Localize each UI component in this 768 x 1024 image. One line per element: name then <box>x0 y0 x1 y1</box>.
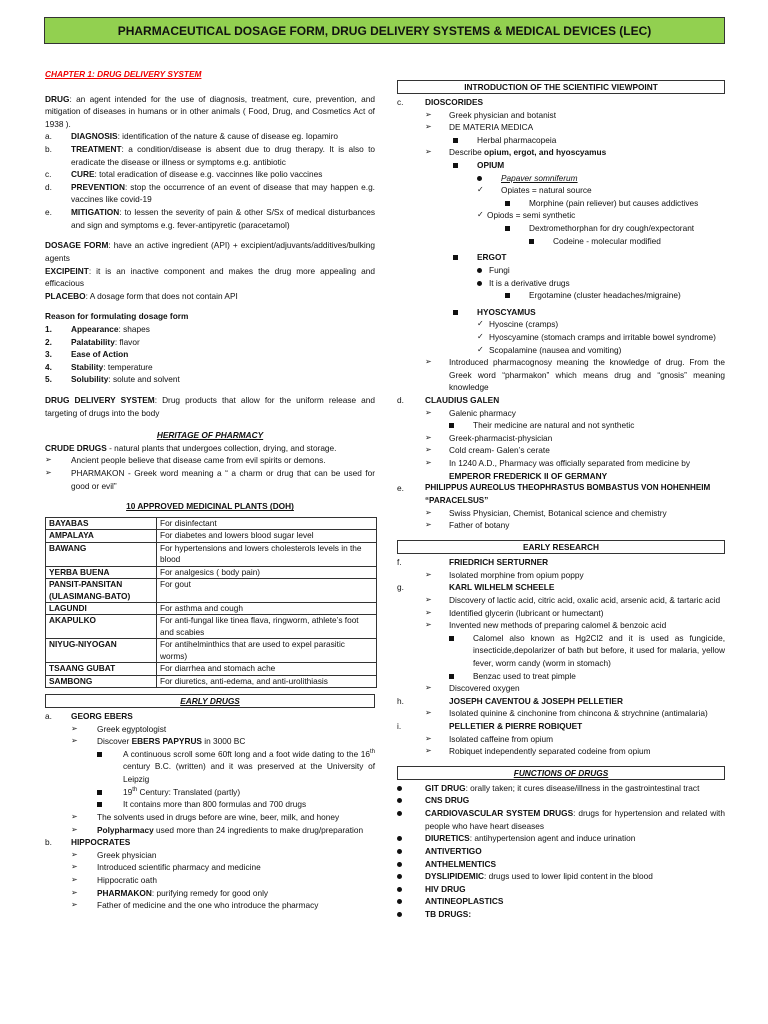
checkmark-icon: ✓ <box>477 331 484 341</box>
plant-use-cell: For diuretics, anti-edema, and anti-urolithiasis <box>157 675 377 687</box>
paracelsus-heading: e. PHILIPPUS AUREOLUS THEOPHRASTUS BOMBASTUS VON HOHENHEIM “PARACELSUS” <box>397 483 711 505</box>
plant-use-cell: For diarrhea and stomach ache <box>157 663 377 675</box>
scheele-heading: g. KARL WILHELM SCHEELE <box>397 582 555 593</box>
early-research-heading: EARLY RESEARCH <box>397 540 725 554</box>
medicinal-plants-table <box>45 517 377 688</box>
list-item: DYSLIPIDEMIC: drugs used to lower lipid content in the blood <box>397 870 725 883</box>
list-item: ➢ Describe opium, ergot, and hyoscyamus <box>425 147 607 158</box>
right-column <box>397 80 725 921</box>
reason-heading: Reason for formulating dosage form <box>45 311 189 322</box>
list-item: TB DRUGS: <box>397 908 725 921</box>
list-item: ✓ Scopalamine (nausea and vomiting) <box>477 344 622 355</box>
list-item: ➢ Isolated caffeine from opium <box>425 733 554 744</box>
plant-name-cell: TSAANG GUBAT <box>46 663 157 675</box>
list-item: Codeine - molecular modified <box>397 235 725 248</box>
heritage-heading: HERITAGE OF PHARMACY <box>156 430 264 441</box>
plant-use-cell: For hypertensions and lowers cholesterols levels in the blood <box>157 542 377 566</box>
functions-list <box>397 782 725 921</box>
square-bullet-icon <box>97 752 102 757</box>
plant-name-cell: BAWANG <box>46 542 157 566</box>
drug-definition: DRUG: an agent intended for the use of diagnosis, treatment, cure, prevention, and mitigation of diseases in humans or in other animals ( Food, Drug, and Cosmetics Act of 1938 ). <box>45 93 375 129</box>
list-item: 3. Ease of Action <box>45 349 129 360</box>
plant-use-cell: For analgesics ( body pain) <box>157 566 377 578</box>
list-item: Herbal pharmacopeia <box>397 134 725 147</box>
round-bullet-icon <box>397 798 402 803</box>
table-row <box>46 579 377 603</box>
list-item: ➢ Galenic pharmacy <box>425 407 516 418</box>
list-item: ➢ Greek egyptologist <box>71 723 167 734</box>
square-bullet-icon <box>453 138 458 143</box>
list-item: It is a derivative drugs <box>397 277 725 290</box>
document-title-banner: PHARMACEUTICAL DOSAGE FORM, DRUG DELIVERY SYSTEMS & MEDICAL DEVICES (LEC) <box>44 17 725 44</box>
dioscorides-heading: c. DIOSCORIDES <box>397 97 484 107</box>
list-item: Morphine (pain reliever) but causes addictives <box>397 197 725 210</box>
list-item: ➢ The solvents used in drugs before are wine, beer, milk, and honey <box>71 811 340 822</box>
checkmark-icon: ✓ <box>477 319 484 329</box>
checkmark-icon: ✓ <box>477 210 484 220</box>
list-item: ➢ Robiquet independently separated codeine from opium <box>425 746 651 757</box>
round-bullet-icon <box>397 887 402 892</box>
list-item: ➢ PHARMAKON - Greek word meaning a “ a charm or drug that can be used for good or evil” <box>45 468 375 491</box>
square-bullet-icon <box>505 293 510 298</box>
list-item: ➢ Cold cream- Galen’s cerate <box>425 445 550 456</box>
crude-drugs-definition: CRUDE DRUGS - natural plants that undergoes collection, drying, and storage. <box>45 442 337 453</box>
round-bullet-icon <box>397 874 402 879</box>
plant-name-cell: NIYUG-NIYOGAN <box>46 639 157 663</box>
list-item: ➢ Introduced pharmacognosy meaning the knowledge of drug. From the Greek word “pharmakon” which means drug and “gnosis” meaning knowledge <box>425 357 725 393</box>
square-bullet-icon <box>453 310 458 315</box>
list-item: GIT DRUG: orally taken; it cures disease/illness in the gastrointestinal tract <box>397 782 725 795</box>
early-drugs-heading: EARLY DRUGS <box>45 694 375 708</box>
square-bullet-icon <box>449 674 454 679</box>
list-item: Papaver somniferum <box>397 172 725 185</box>
hippocrates-heading: b. HIPPOCRATES <box>45 837 131 848</box>
table-row <box>46 639 377 663</box>
plant-name-cell: AMPALAYA <box>46 530 157 542</box>
round-bullet-icon <box>397 786 402 791</box>
square-bullet-icon <box>505 201 510 206</box>
table-row <box>46 615 377 639</box>
left-column <box>45 68 375 912</box>
list-item: Fungi <box>397 264 725 277</box>
list-item: ✓ Hyoscyamine (stomach cramps and irritable bowel syndrome) <box>477 331 716 342</box>
list-item: ➢ Isolated morphine from opium poppy <box>425 569 584 580</box>
list-item: HIV DRUG <box>397 883 725 896</box>
square-bullet-icon <box>529 239 534 244</box>
list-item: ➢ Hippocratic oath <box>71 874 157 885</box>
list-item: Ergotamine (cluster headaches/migraine) <box>397 289 725 302</box>
list-item: b. TREATMENT: a condition/disease is absent due to drug therapy. It is also to eradicate the disease or illness or symptoms e.g. antibiotic <box>45 144 375 167</box>
plant-name-cell: YERBA BUENA <box>46 566 157 578</box>
dosage-form-definition: DOSAGE FORM: have an active ingredient (API) + excipient/adjuvants/additives/bulking agents <box>45 240 375 263</box>
list-item: ANTINEOPLASTICS <box>397 895 725 908</box>
list-item: ➢ Greek-pharmacist-physician <box>425 432 553 443</box>
table-row <box>46 517 377 529</box>
square-bullet-icon <box>453 163 458 168</box>
round-bullet-icon <box>477 281 482 286</box>
list-item: Dextromethorphan for dry cough/expectorant <box>397 222 725 235</box>
round-bullet-icon <box>477 176 482 181</box>
checkmark-icon: ✓ <box>477 344 484 354</box>
list-item: ✓ Hyoscine (cramps) <box>477 319 559 330</box>
list-item: ANTIVERTIGO <box>397 845 725 858</box>
round-bullet-icon <box>477 268 482 273</box>
chapter-heading: CHAPTER 1: DRUG DELIVERY SYSTEM <box>45 69 202 79</box>
list-item: ➢ Identified glycerin (lubricant or humectant) <box>425 607 604 618</box>
list-item: ➢ Greek physician and botanist <box>425 109 557 120</box>
list-item: Calomel also known as Hg2Cl2 and it is used as fungicide, insecticide,depolarizer of bath but before, it used for malaria, yellow fever, worm candy (worm in stomach) <box>397 632 725 670</box>
plant-name-cell: BAYABAS <box>46 517 157 529</box>
plant-use-cell: For anti-fungal like tinea flava, ringworm, athlete’s foot and scabies <box>157 615 377 639</box>
list-item: 2. Palatability: flavor <box>45 336 140 347</box>
list-item: ➢ DE MATERIA MEDICA <box>425 122 534 133</box>
round-bullet-icon <box>397 836 402 841</box>
round-bullet-icon <box>397 899 402 904</box>
list-item: ➢ Ancient people believe that disease came from evil spirits or demons. <box>45 455 326 466</box>
table-row <box>46 663 377 675</box>
table-row <box>46 530 377 542</box>
table-row <box>46 675 377 687</box>
plant-name-cell: LAGUNDI <box>46 602 157 614</box>
list-item: HYOSCYAMUS <box>397 306 725 319</box>
list-item: ➢ Invented new methods of preparing calomel & benzoic acid <box>425 620 667 631</box>
list-item: ➢ Swiss Physician, Chemist, Botanical science and chemistry <box>425 507 667 518</box>
round-bullet-icon <box>397 811 402 816</box>
list-item: ➢ Father of botany <box>425 520 510 531</box>
placebo-definition: PLACEBO: A dosage form that does not contain API <box>45 290 238 301</box>
list-item: 19th Century: Translated (partly) <box>45 786 375 799</box>
list-item: d. PREVENTION: stop the occurrence of an event of disease that may happen e.g. vaccines like covid-19 <box>45 181 375 205</box>
list-item: ➢ Discover EBERS PAPYRUS in 3000 BC <box>71 736 246 747</box>
list-item: It contains more than 800 formulas and 700 drugs <box>45 798 375 811</box>
list-item: 5. Solubility: solute and solvent <box>45 374 180 385</box>
list-item: ➢ Introduced scientific pharmacy and medicine <box>71 862 261 873</box>
caventou-heading: h. JOSEPH CAVENTOU & JOSEPH PELLETIER <box>397 695 623 706</box>
list-item: ERGOT <box>397 251 725 264</box>
list-item: CARDIOVASCULAR SYSTEM DRUGS: drugs for hypertension and related with people who have heart diseases <box>397 807 725 832</box>
square-bullet-icon <box>97 790 102 795</box>
plant-use-cell: For gout <box>157 579 377 603</box>
list-item: CNS DRUG <box>397 794 725 807</box>
plant-use-cell: For asthma and cough <box>157 602 377 614</box>
list-item: Benzac used to treat pimple <box>397 670 725 683</box>
plant-name-cell: SAMBONG <box>46 675 157 687</box>
list-item: ➢ Father of medicine and the one who introduce the pharmacy <box>71 900 319 911</box>
list-item: 1. Appearance: shapes <box>45 323 150 334</box>
square-bullet-icon <box>97 802 102 807</box>
plant-name-cell: PANSIT-PANSITAN (ULASIMANG-BATO) <box>46 579 157 603</box>
plant-use-cell: For antihelminthics that are used to expel parasitic worms) <box>157 639 377 663</box>
square-bullet-icon <box>449 636 454 641</box>
list-item: c. CURE: total eradication of disease e.g. vaccinnes like polio vaccines <box>45 169 323 180</box>
list-item: DIURETICS: antihypertension agent and induce urination <box>397 832 725 845</box>
reasons-list <box>45 323 375 386</box>
round-bullet-icon <box>397 912 402 917</box>
excipient-definition: EXCIPEINT: it is an inactive component and makes the drug more appealing and efficacious <box>45 265 375 289</box>
list-item: ➢ Polypharmacy used more than 24 ingredients to make drug/preparation <box>71 824 364 835</box>
table-row <box>46 602 377 614</box>
list-item: ANTHELMENTICS <box>397 858 725 871</box>
square-bullet-icon <box>505 226 510 231</box>
list-item: a. DIAGNOSIS: identification of the nature & cause of disease eg. Iopamiro <box>45 131 339 142</box>
plant-use-cell: For diabetes and lowers blood sugar level <box>157 530 377 542</box>
list-item: ➢ PHARMAKON: purifying remedy for good only <box>71 887 269 898</box>
list-item: e. MITIGATION: to lessen the severity of pain & other S/Sx of medical disturbances and sign and symptoms e.g. fever-antipyretic (paracetamol) <box>45 207 375 230</box>
list-item: ➢ Greek physician <box>71 849 157 860</box>
plant-use-cell: For disinfectant <box>157 517 377 529</box>
drug-uses-list <box>45 130 375 231</box>
list-item: OPIUM <box>397 159 725 172</box>
list-item: ✓ Opiates = natural source <box>477 185 592 196</box>
dds-definition: DRUG DELIVERY SYSTEM: Drug products that allow for the uniform release and targeting of drugs into the body <box>45 395 375 418</box>
list-item: A continuous scroll some 60ft long and a foot wide dating to the 16th century B.C. (written) and it was preserved at the University of Leipzig <box>45 748 375 786</box>
intro-heading: INTRODUCTION OF THE SCIENTIFIC VIEWPOINT <box>397 80 725 94</box>
list-item: ➢ Discovered oxygen <box>425 683 520 694</box>
list-item: Their medicine are natural and not synthetic <box>397 419 725 432</box>
table-row <box>46 566 377 578</box>
list-item: 4. Stability: temperature <box>45 361 153 372</box>
list-item: ➢ Isolated quinine & cinchonine from chincona & strychnine (antimalaria) <box>425 708 708 719</box>
plant-name-cell: AKAPULKO <box>46 615 157 639</box>
square-bullet-icon <box>453 255 458 260</box>
list-item: ✓ Opiods = semi synthetic <box>477 210 576 221</box>
list-item: ➢ Discovery of lactic acid, citric acid, oxalic acid, arsenic acid, & tartaric acid <box>425 594 721 605</box>
round-bullet-icon <box>397 849 402 854</box>
square-bullet-icon <box>449 423 454 428</box>
plants-table-title: 10 APPROVED MEDICINAL PLANTS (DOH) <box>126 501 294 512</box>
round-bullet-icon <box>397 862 402 867</box>
ebers-heading: a. GEORG EBERS <box>45 711 133 722</box>
galen-heading: d. CLAUDIUS GALEN <box>397 395 500 406</box>
serturner-heading: f. FRIEDRICH SERTURNER <box>397 557 549 568</box>
table-row <box>46 542 377 566</box>
checkmark-icon: ✓ <box>477 185 484 195</box>
robiquet-heading: i. PELLETIER & PIERRE ROBIQUET <box>397 721 583 732</box>
functions-heading: FUNCTIONS OF DRUGS <box>397 766 725 780</box>
list-item: ➢ In 1240 A.D., Pharmacy was officially separated from medicine by EMPEROR FREDERICK II OF GERMANY <box>425 458 691 481</box>
